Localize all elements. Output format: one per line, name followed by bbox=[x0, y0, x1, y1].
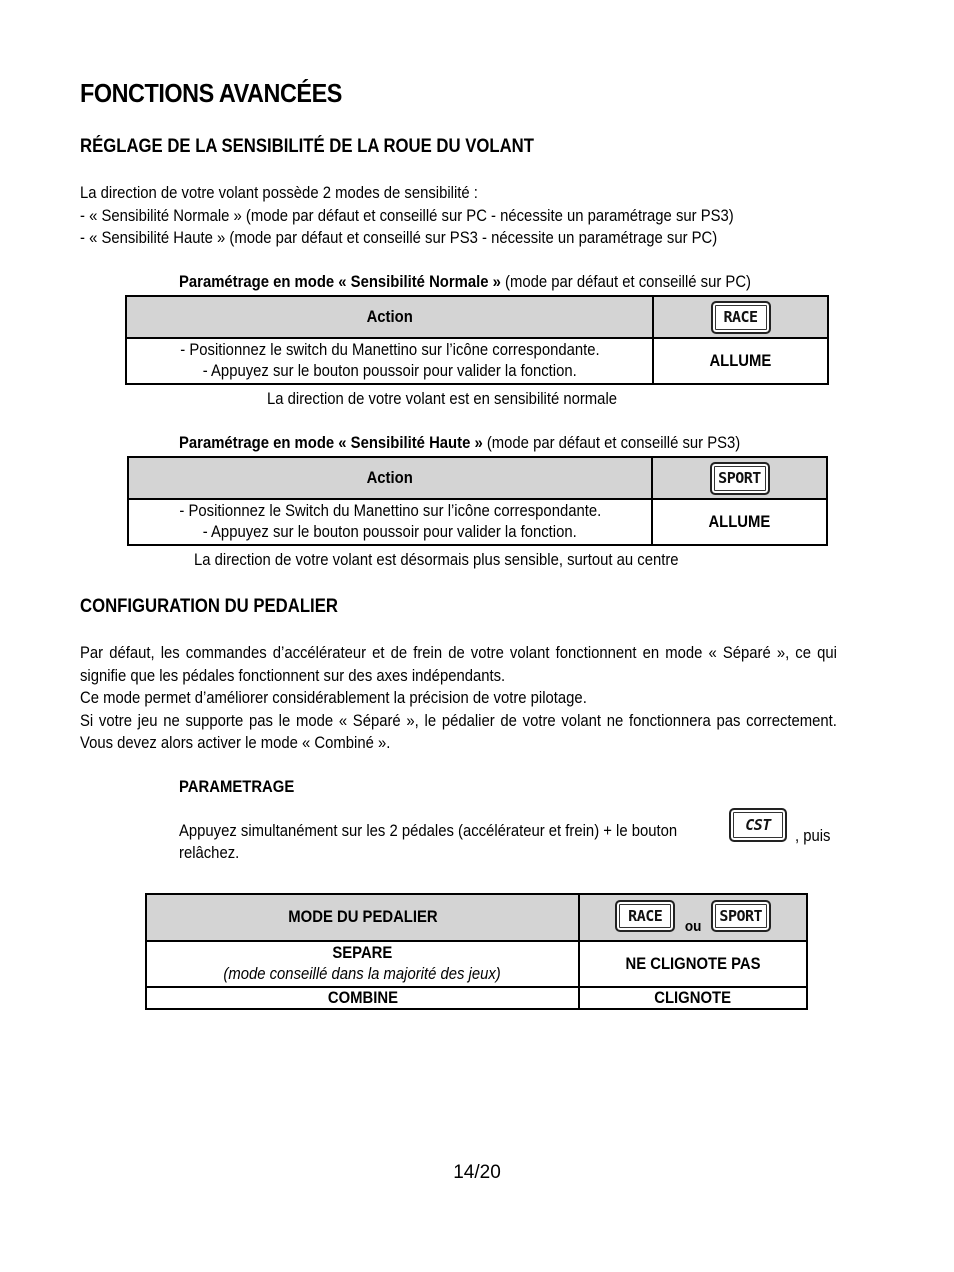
normal-step-2: - Appuyez sur le bouton poussoir pour valider la fonction. bbox=[202, 362, 577, 380]
intro-line-2: - « Sensibilité Normale » (mode par défaut et conseillé sur PC - nécessite un paramétrage sur PS3) bbox=[80, 206, 734, 225]
setup-instruction bbox=[179, 806, 839, 865]
pedals-para-1: Par défaut, les commandes d’accélérateur et de frein de votre volant fonctionnent en mode « Séparé », ce qui signifie que les pédales fonctionnent sur des axes indépendants. bbox=[80, 644, 837, 685]
high-mode-caption: La direction de votre volant est désormais plus sensible, surtout au centre bbox=[194, 551, 679, 569]
pedal-mode-table bbox=[145, 893, 808, 1010]
high-mode-title-bold: Paramétrage en mode « Sensibilité Haute » bbox=[179, 434, 483, 452]
steering-intro bbox=[80, 182, 734, 250]
normal-state: ALLUME bbox=[709, 351, 772, 370]
pedals-section-heading: CONFIGURATION DU PEDALIER bbox=[80, 596, 338, 617]
high-mode-title bbox=[179, 434, 740, 453]
high-step-2: - Appuyez sur le bouton poussoir pour valider la fonction. bbox=[203, 523, 577, 541]
setup-text-before: Appuyez simultanément sur les 2 pédales (accélérateur et frein) + le bouton bbox=[179, 821, 678, 840]
normal-mode-title-bold: Paramétrage en mode « Sensibilité Normale » bbox=[179, 273, 501, 291]
cst-icon: CST bbox=[729, 808, 787, 842]
row-combine-mode: COMBINE bbox=[327, 988, 398, 1007]
page-number: 14/20 bbox=[453, 1162, 501, 1183]
sport-icon: SPORT bbox=[711, 900, 771, 932]
row-separe-note: (mode conseillé dans la majorité des jeux) bbox=[223, 965, 502, 983]
high-state: ALLUME bbox=[708, 512, 771, 531]
row-separe-mode: SEPARE bbox=[332, 944, 393, 962]
normal-mode-title-rest: (mode par défaut et conseillé sur PC) bbox=[500, 273, 751, 291]
high-mode-title-rest: (mode par défaut et conseillé sur PS3) bbox=[482, 434, 741, 452]
setup-text-after: , puis bbox=[794, 827, 831, 845]
normal-mode-title bbox=[179, 273, 751, 292]
normal-mode-caption: La direction de votre volant est en sensibilité normale bbox=[267, 390, 618, 408]
normal-step-1: - Positionnez le switch du Manettino sur l’icône correspondante. bbox=[179, 341, 600, 359]
col-action: Action bbox=[366, 307, 413, 326]
col-action: Action bbox=[366, 468, 414, 487]
high-step-1: - Positionnez le Switch du Manettino sur l’icône correspondante. bbox=[179, 502, 601, 520]
row-combine-state: CLIGNOTE bbox=[654, 988, 732, 1007]
setup-text-line2: relâchez. bbox=[179, 844, 240, 862]
row-separe-state: NE CLIGNOTE PAS bbox=[625, 954, 761, 973]
intro-line-1: La direction de votre volant possède 2 modes de sensibilité : bbox=[80, 184, 478, 202]
pedals-description bbox=[80, 642, 837, 755]
setup-heading: PARAMETRAGE bbox=[179, 778, 295, 796]
page-title: FONCTIONS AVANCÉES bbox=[80, 78, 342, 108]
steering-section-heading: RÉGLAGE DE LA SENSIBILITÉ DE LA ROUE DU VOLANT bbox=[80, 136, 534, 157]
high-mode-table bbox=[127, 456, 828, 546]
intro-line-3: - « Sensibilité Haute » (mode par défaut et conseillé sur PS3 - nécessite un paramétrage sur PC) bbox=[80, 229, 718, 247]
normal-mode-table bbox=[125, 295, 829, 385]
pedals-para-3: Si votre jeu ne supporte pas le mode « Séparé », le pédalier de votre volant ne fonctionnera pas correctement. Vous devez alors activer le mode « Combiné ». bbox=[80, 711, 837, 752]
race-icon: RACE bbox=[711, 301, 771, 334]
col-pedal-mode: MODE DU PEDALIER bbox=[287, 908, 438, 926]
pedals-para-2: Ce mode permet d’améliorer considérablement la précision de votre pilotage. bbox=[80, 689, 587, 707]
or-label: ou bbox=[684, 917, 702, 935]
race-icon: RACE bbox=[615, 900, 675, 932]
sport-icon: SPORT bbox=[710, 462, 770, 495]
